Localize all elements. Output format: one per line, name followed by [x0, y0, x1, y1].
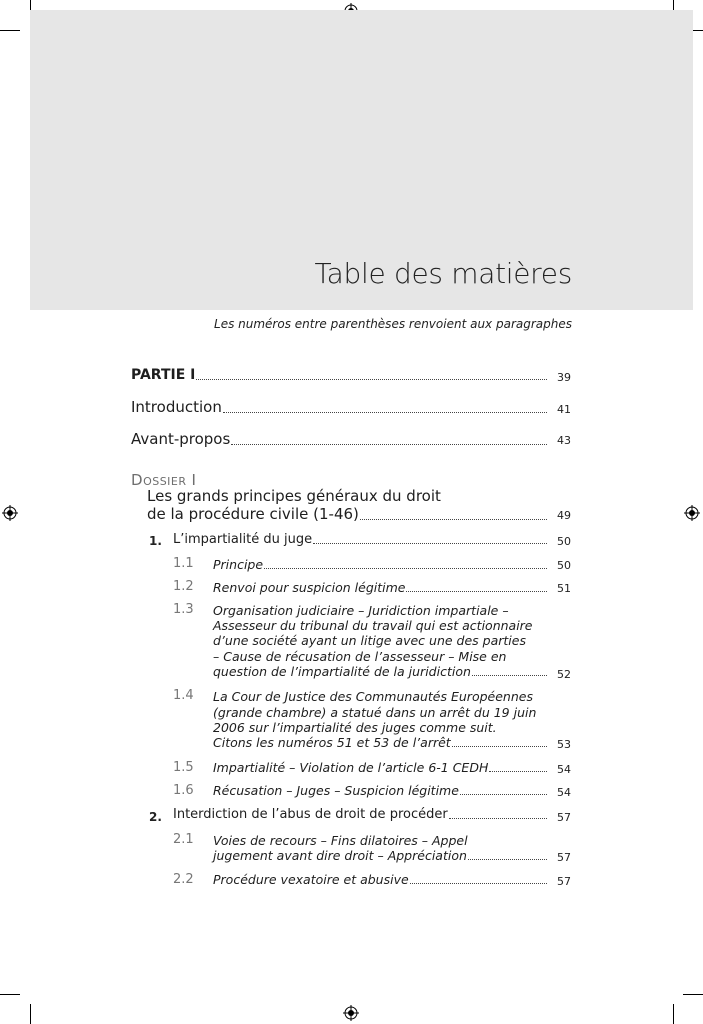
toc-entry-title: de la procédure civile (1-46) — [147, 505, 359, 523]
section-number: 1.6 — [173, 783, 194, 798]
toc-section-line: Organisation judiciaire – Juridiction impartiale – — [213, 603, 509, 618]
crop-mark — [683, 994, 703, 995]
toc-section[interactable] — [213, 848, 549, 863]
toc-section[interactable] — [213, 783, 549, 798]
toc-page-number: 41 — [557, 403, 571, 416]
toc-entry-title: jugement avant dire droit – Appréciation — [213, 848, 467, 863]
toc-entry-title: question de l’impartialité de la juridiction — [213, 664, 471, 679]
toc-section[interactable] — [213, 557, 549, 572]
toc-section-line: Assesseur du tribunal du travail qui est actionnaire — [213, 618, 533, 633]
toc-section-line: La Cour de Justice des Communautés Européennes — [213, 689, 533, 704]
registration-mark-icon — [2, 505, 18, 521]
toc-entry-title: PARTIE I — [131, 367, 196, 383]
toc-entry-introduction[interactable] — [131, 398, 549, 416]
leader-dots — [360, 518, 547, 520]
leader-dots — [460, 793, 547, 795]
toc-page-number: 57 — [557, 875, 571, 888]
section-number: 1.4 — [173, 688, 194, 703]
toc-section-line: d’une société ayant un litige avec une des parties — [213, 633, 526, 648]
toc-section[interactable] — [213, 580, 549, 595]
registration-mark-icon — [343, 1005, 359, 1021]
toc-page-number: 43 — [557, 434, 571, 447]
toc-entry-title: Procédure vexatoire et abusive — [213, 872, 409, 887]
leader-dots — [264, 567, 547, 569]
section-number: 1.1 — [173, 556, 194, 571]
toc-chapter-1[interactable] — [173, 532, 549, 547]
toc-page-number: 54 — [557, 763, 571, 776]
toc-page-number: 57 — [557, 851, 571, 864]
dossier-title-line: Les grands principes généraux du droit — [147, 487, 441, 505]
toc-entry-partie[interactable] — [131, 367, 549, 383]
toc-page-number: 39 — [557, 371, 571, 384]
chapter-number: 2. — [149, 810, 162, 824]
section-number: 1.2 — [173, 579, 194, 594]
toc-chapter-2[interactable] — [173, 807, 549, 822]
leader-dots — [472, 674, 547, 676]
leader-dots — [406, 590, 547, 592]
toc-page-number: 50 — [557, 559, 571, 572]
toc-section-line: Voies de recours – Fins dilatoires – Appel — [213, 833, 468, 848]
leader-dots — [410, 882, 547, 884]
crop-mark — [30, 1004, 31, 1024]
crop-mark — [0, 994, 20, 995]
toc-entry-title: L’impartialité du juge — [173, 532, 313, 547]
page-title: Table des matières — [314, 257, 572, 290]
toc-section[interactable] — [213, 872, 549, 887]
crop-mark — [0, 30, 20, 31]
toc-entry-title: Introduction — [131, 398, 222, 416]
toc-entry-title: Avant-propos — [131, 430, 231, 448]
section-number: 1.5 — [173, 760, 194, 775]
dossier-label: DOSSIER I — [131, 471, 197, 489]
toc-entry-avant-propos[interactable] — [131, 430, 549, 448]
leader-dots — [223, 411, 547, 413]
toc-section-line: (grande chambre) a statué dans un arrêt du 19 juin — [213, 705, 537, 720]
toc-page-number: 50 — [557, 535, 571, 548]
toc-entry-title: Interdiction de l’abus de droit de procéder — [173, 807, 448, 822]
toc-entry-title: Impartialité – Violation de l’article 6-1 CEDH — [213, 760, 489, 775]
section-number: 2.2 — [173, 872, 194, 887]
toc-entry-title: Renvoi pour suspicion légitime — [213, 580, 406, 595]
crop-mark — [673, 1004, 674, 1024]
toc-page-number: 57 — [557, 811, 571, 824]
toc-section-line: 2006 sur l’impartialité des juges comme suit. — [213, 720, 497, 735]
chapter-number: 1. — [149, 534, 162, 548]
toc-section[interactable] — [213, 735, 549, 750]
toc-page-number: 51 — [557, 582, 571, 595]
leader-dots — [196, 378, 547, 380]
section-number: 1.3 — [173, 602, 194, 617]
toc-entry-dossier[interactable] — [147, 505, 549, 523]
registration-mark-icon — [684, 505, 700, 521]
toc-section-line: – Cause de récusation de l’assesseur – Mise en — [213, 649, 507, 664]
toc-section[interactable] — [213, 760, 549, 775]
toc-page-number: 49 — [557, 509, 571, 522]
toc-entry-title: Récusation – Juges – Suspicion légitime — [213, 783, 459, 798]
leader-dots — [489, 770, 547, 772]
leader-dots — [231, 443, 547, 445]
leader-dots — [313, 542, 547, 544]
toc-section[interactable] — [213, 664, 549, 679]
toc-page-number: 53 — [557, 738, 571, 751]
toc-page-number: 52 — [557, 668, 571, 681]
leader-dots — [468, 858, 547, 860]
leader-dots — [452, 745, 547, 747]
page-subtitle: Les numéros entre parenthèses renvoient aux paragraphes — [214, 317, 572, 331]
leader-dots — [449, 817, 547, 819]
toc-entry-title: Principe — [213, 557, 264, 572]
toc-page-number: 54 — [557, 786, 571, 799]
toc-entry-title: Citons les numéros 51 et 53 de l’arrêt — [213, 735, 451, 750]
section-number: 2.1 — [173, 832, 194, 847]
